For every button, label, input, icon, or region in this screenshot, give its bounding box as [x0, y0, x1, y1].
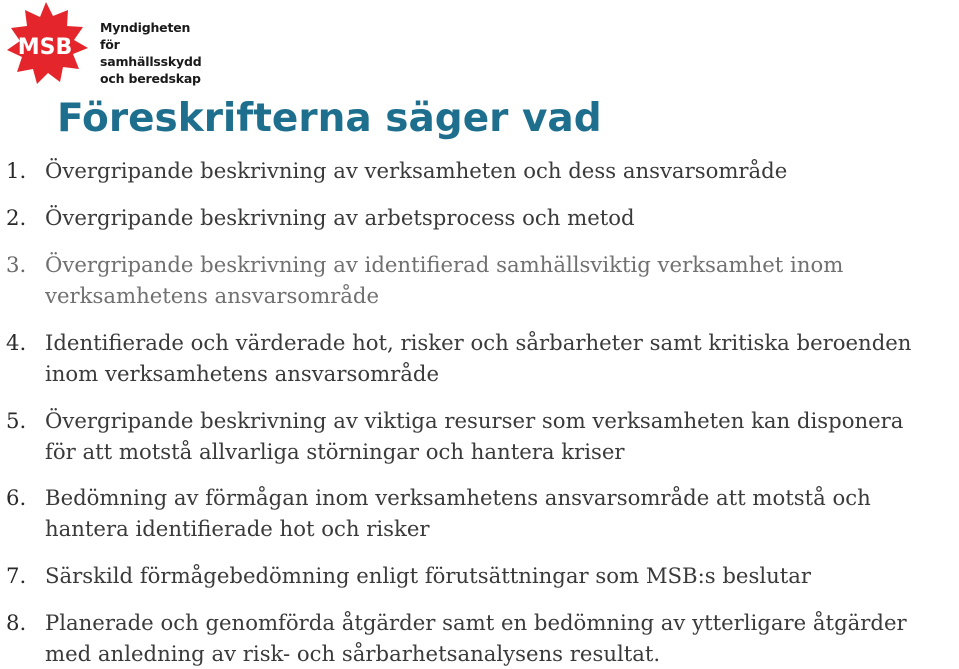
- item-text: Identifierade och värderade hot, risker och sårbarheter samt kritiska beroenden: [45, 330, 912, 355]
- logo-line-3: och beredskap: [100, 71, 201, 86]
- item-text-continued: för att motstå allvarliga störningar och hantera kriser: [45, 439, 625, 464]
- logo-mark-text: MSB: [17, 35, 73, 60]
- item-text: Särskild förmågebedömning enligt förutsättningar som MSB:s beslutar: [45, 563, 812, 588]
- item-number: 1.: [6, 158, 27, 183]
- item-text: Planerade och genomförda åtgärder samt en bedömning av ytterligare åtgärder: [45, 610, 907, 635]
- item-number: 2.: [6, 205, 27, 230]
- msb-logo-mark: [4, 2, 88, 86]
- item-text: Övergripande beskrivning av arbetsprocess och metod: [45, 205, 635, 230]
- item-number: 5.: [6, 408, 27, 433]
- logo-line-1: Myndigheten för: [100, 20, 191, 52]
- item-text: Bedömning av förmågan inom verksamhetens ansvarsområde att motstå och: [45, 485, 871, 510]
- msb-logo: [4, 2, 200, 84]
- item-text-continued: hantera identifierade hot och risker: [45, 516, 430, 541]
- logo-text: [100, 19, 201, 87]
- item-number: 3.: [6, 252, 27, 277]
- item-text-continued: med anledning av risk- och sårbarhetsanalysens resultat.: [45, 641, 661, 666]
- item-number: 4.: [6, 330, 27, 355]
- item-text: Övergripande beskrivning av verksamheten och dess ansvarsområde: [45, 158, 788, 183]
- item-text: Övergripande beskrivning av viktiga resurser som verksamheten kan disponera: [45, 408, 904, 433]
- logo-line-2: samhällsskydd: [100, 54, 202, 69]
- item-number: 8.: [6, 610, 27, 635]
- item-number: 7.: [6, 563, 27, 588]
- item-text: Övergripande beskrivning av identifierad samhällsviktig verksamhet inom: [45, 252, 844, 277]
- item-text-continued: verksamhetens ansvarsområde: [45, 283, 380, 308]
- page-title: Föreskrifterna säger vad: [57, 96, 602, 141]
- item-text-continued: inom verksamhetens ansvarsområde: [45, 361, 440, 386]
- item-number: 6.: [6, 485, 27, 510]
